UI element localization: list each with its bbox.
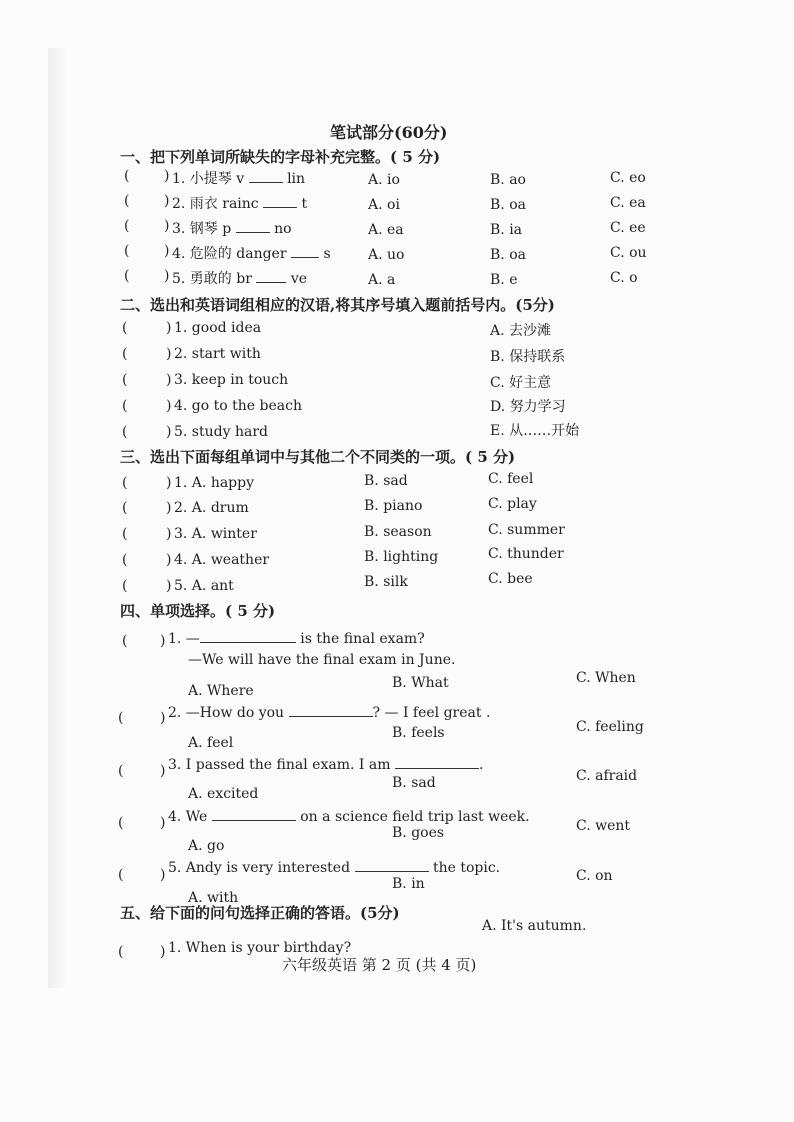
option-b: B. in (392, 876, 425, 892)
option-a: A. uo (368, 247, 405, 263)
page-footer: 六年级英语 第 2 页 (共 4 页) (282, 956, 477, 974)
phrase: 2. start with (174, 346, 261, 362)
section3-heading: 三、选出下面每组单词中与其他二个不同类的一项。( 5 分) (120, 448, 516, 466)
question-text (168, 630, 425, 647)
option-b: B. oa (490, 197, 526, 213)
option-a: 1. A. happy (174, 475, 255, 491)
answer-paren-close: ) (160, 710, 166, 726)
answer-paren-close: ) (160, 867, 166, 883)
option-a: A. go (188, 838, 225, 854)
question-suffix: is the final exam? (300, 631, 425, 647)
translation-option: C. 好主意 (490, 375, 552, 391)
answer-paren-open[interactable]: ( (124, 243, 130, 259)
answer-paren-close: ) (160, 633, 166, 649)
option-c: C. eo (610, 170, 646, 186)
answer-paren-open[interactable]: ( (124, 218, 130, 234)
option-c: C. feeling (576, 719, 644, 735)
item-prefix: 2. 雨衣 rainc (172, 196, 259, 212)
answer-paren-close: ) (166, 424, 172, 440)
option-b: B. silk (364, 574, 408, 590)
answer-paren-close: ) (164, 193, 170, 209)
phrase: 5. study hard (174, 424, 268, 440)
answer-paren-open[interactable]: ( (122, 398, 128, 414)
option-a: A. feel (188, 735, 234, 751)
answer-paren-close: ) (166, 320, 172, 336)
option-b: B. sad (392, 775, 436, 791)
answer-blank[interactable] (200, 630, 296, 643)
option-a: 5. A. ant (174, 578, 234, 594)
option-a: 4. A. weather (174, 552, 270, 568)
question-suffix: the topic. (432, 860, 501, 876)
section1-heading: 一、把下列单词所缺失的字母补充完整。( 5 分) (120, 148, 441, 166)
answer-blank[interactable] (212, 808, 296, 821)
option-c: C. on (576, 868, 613, 884)
answer-paren-open[interactable]: ( (118, 867, 124, 883)
option-c: C. thunder (488, 546, 564, 562)
answer-option-a: A. It's autumn. (482, 918, 587, 934)
question-text (168, 756, 483, 773)
answer-paren-open[interactable]: ( (122, 578, 128, 594)
translation-option: E. 从……开始 (490, 423, 580, 439)
item-suffix: no (274, 221, 292, 237)
option-b: B. oa (490, 247, 526, 263)
option-b: B. sad (364, 473, 408, 489)
option-c: C. play (488, 496, 537, 512)
question-text (168, 859, 500, 876)
phrase: 3. keep in touch (174, 372, 289, 388)
item-text (172, 268, 307, 288)
answer-paren-close: ) (164, 243, 170, 259)
answer-paren-open[interactable]: ( (124, 268, 130, 284)
answer-paren-open[interactable]: ( (118, 763, 124, 779)
option-a: 2. A. drum (174, 500, 249, 516)
option-b: B. ia (490, 222, 523, 238)
option-c: C. bee (488, 571, 533, 587)
phrase: 1. good idea (174, 320, 262, 336)
section5-heading: 五、给下面的问句选择正确的答语。(5分) (120, 904, 400, 922)
option-a: A. excited (188, 786, 259, 802)
answer-paren-close: ) (166, 398, 172, 414)
phrase: 4. go to the beach (174, 398, 302, 414)
answer-blank[interactable] (263, 195, 297, 208)
question-prefix: 5. Andy is very interested (168, 860, 351, 876)
item-prefix: 5. 勇敢的 br (172, 271, 252, 287)
answer-blank[interactable] (256, 270, 286, 283)
translation-option: A. 去沙滩 (490, 323, 552, 339)
answer-blank[interactable] (291, 245, 319, 258)
question-suffix: . (478, 757, 484, 773)
answer-blank[interactable] (289, 704, 373, 717)
option-b: B. goes (392, 825, 445, 841)
option-c: C. ea (610, 195, 646, 211)
answer-paren-open[interactable]: ( (122, 372, 128, 388)
option-b: B. lighting (364, 549, 439, 565)
answer-paren-close: ) (166, 500, 172, 516)
option-a: A. io (368, 172, 400, 188)
answer-paren-close: ) (160, 763, 166, 779)
option-b: B. What (392, 675, 449, 691)
item-text (172, 193, 307, 213)
option-c: C. When (576, 670, 636, 686)
answer-paren-open[interactable]: ( (124, 193, 130, 209)
option-c: C. o (610, 270, 638, 286)
item-text (172, 243, 331, 263)
item-prefix: 3. 钢琴 p (172, 221, 232, 237)
answer-paren-open[interactable]: ( (118, 944, 124, 960)
option-a: A. Where (188, 683, 254, 699)
item-suffix: t (301, 196, 308, 212)
answer-paren-close: ) (166, 346, 172, 362)
option-b: B. e (490, 272, 518, 288)
answer-paren-close: ) (166, 552, 172, 568)
section2-heading: 二、选出和英语词组相应的汉语,将其序号填入题前括号内。(5分) (120, 296, 555, 314)
answer-paren-open[interactable]: ( (124, 168, 130, 184)
answer-paren-close: ) (166, 372, 172, 388)
dialogue-reply: —We will have the final exam in June. (188, 652, 456, 668)
option-a: A. with (188, 890, 239, 906)
question-text: 1. When is your birthday? (168, 940, 352, 956)
question-prefix: 3. I passed the final exam. I am (168, 757, 391, 773)
question-prefix: 4. We (168, 809, 208, 825)
answer-paren-close: ) (166, 578, 172, 594)
answer-paren-close: ) (166, 475, 172, 491)
answer-paren-open[interactable]: ( (122, 475, 128, 491)
question-text (168, 704, 490, 721)
answer-paren-open[interactable]: ( (118, 710, 124, 726)
option-a: A. oi (368, 197, 400, 213)
answer-paren-open[interactable]: ( (122, 500, 128, 516)
answer-blank[interactable] (395, 756, 479, 769)
option-b: B. ao (490, 172, 526, 188)
answer-paren-open[interactable]: ( (122, 424, 128, 440)
page-title: 笔试部分(60分) (330, 123, 448, 142)
item-text (172, 218, 292, 238)
answer-blank[interactable] (236, 220, 270, 233)
question-suffix: ? — I feel great . (372, 705, 491, 721)
scan-shadow (48, 48, 68, 988)
option-b: B. piano (364, 498, 423, 514)
answer-paren-open[interactable]: ( (122, 320, 128, 336)
answer-paren-close: ) (164, 218, 170, 234)
question-suffix: on a science field trip last week. (300, 809, 530, 825)
answer-paren-close: ) (160, 944, 166, 960)
item-suffix: s (323, 246, 331, 262)
answer-paren-open[interactable]: ( (122, 346, 128, 362)
answer-blank[interactable] (249, 170, 283, 183)
answer-paren-close: ) (160, 815, 166, 831)
answer-paren-close: ) (164, 268, 170, 284)
option-c: C. ee (610, 220, 646, 236)
item-prefix: 1. 小提琴 v (172, 171, 245, 187)
option-c: C. feel (488, 471, 534, 487)
option-c: C. afraid (576, 768, 638, 784)
item-suffix: lin (287, 171, 306, 187)
option-b: B. feels (392, 725, 445, 741)
answer-paren-open[interactable]: ( (122, 633, 128, 649)
answer-paren-close: ) (164, 168, 170, 184)
option-b: B. season (364, 524, 432, 540)
answer-paren-open[interactable]: ( (122, 552, 128, 568)
item-prefix: 4. 危险的 danger (172, 246, 287, 262)
option-a: A. ea (368, 222, 404, 238)
answer-blank[interactable] (355, 859, 429, 872)
answer-paren-open[interactable]: ( (118, 815, 124, 831)
translation-option: D. 努力学习 (490, 399, 566, 415)
translation-option: B. 保持联系 (490, 349, 566, 365)
question-number: 1. — (168, 631, 200, 647)
question-text (168, 808, 530, 825)
answer-paren-close: ) (166, 526, 172, 542)
option-c: C. summer (488, 522, 565, 538)
answer-paren-open[interactable]: ( (122, 526, 128, 542)
item-text (172, 168, 305, 188)
section4-heading: 四、单项选择。( 5 分) (120, 602, 276, 620)
option-a: 3. A. winter (174, 526, 257, 542)
option-a: A. a (368, 272, 396, 288)
option-c: C. went (576, 818, 631, 834)
question-prefix: 2. —How do you (168, 705, 285, 721)
option-c: C. ou (610, 245, 647, 261)
item-suffix: ve (290, 271, 308, 287)
